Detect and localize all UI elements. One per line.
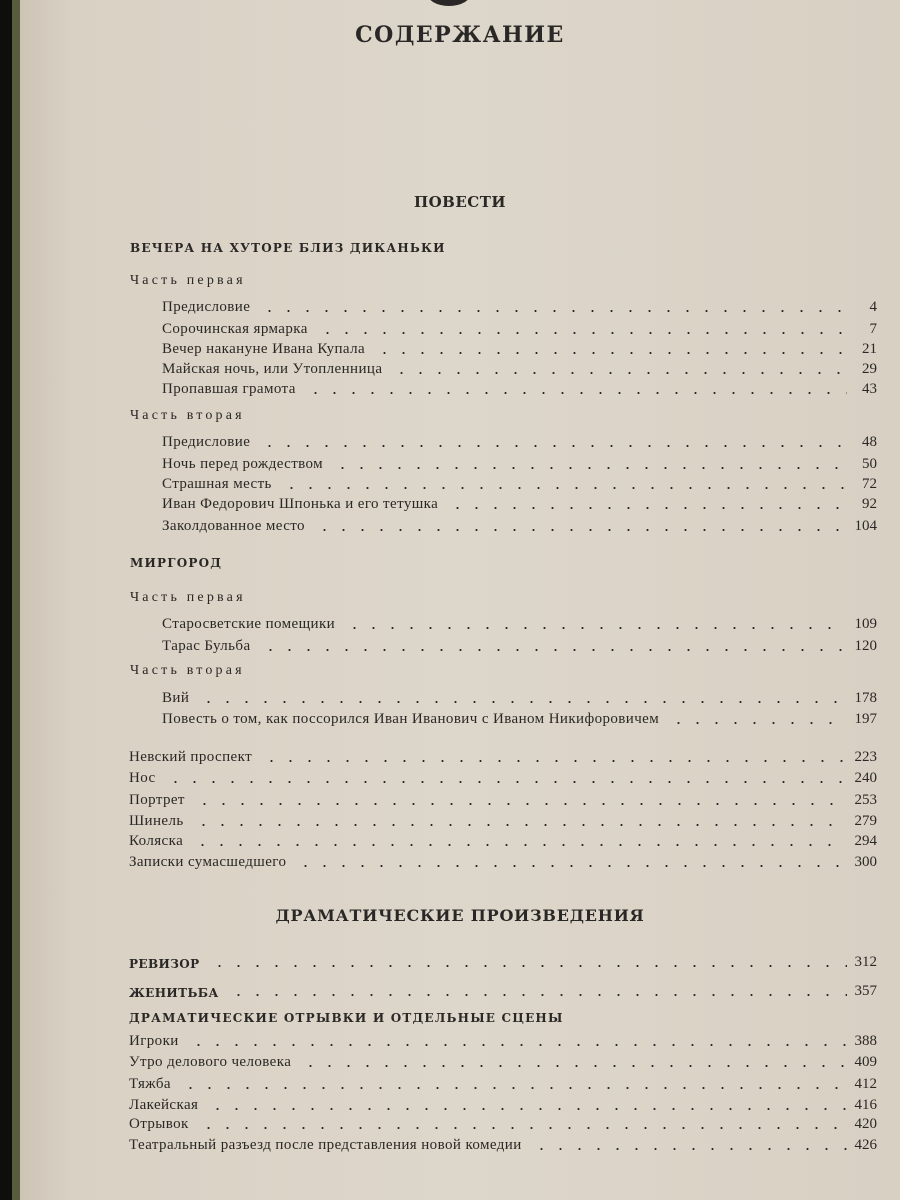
page-title: СОДЕРЖАНИЕ — [355, 22, 565, 48]
toc-entry: Нос 240 — [129, 770, 877, 786]
toc-entry: Повесть о том, как поссорился Иван Иванович с Иваном Никифоровичем 197 — [162, 711, 877, 727]
section-heading-povesti: ПОВЕСТИ — [413, 193, 507, 211]
part-title: Часть первая — [130, 590, 246, 605]
toc-entry: Предисловие 4 — [162, 299, 877, 315]
toc-entry: Вий 178 — [162, 690, 877, 706]
group-title-dikanka: ВЕЧЕРА НА ХУТОРЕ БЛИЗ ДИКАНЬКИ — [130, 241, 446, 255]
toc-entry: Майская ночь, или Утопленница 29 — [162, 361, 877, 377]
contents-page — [20, 0, 900, 1200]
part-title: Часть первая — [130, 273, 246, 288]
toc-entry: Невский проспект 223 — [129, 749, 877, 765]
toc-entry: Старосветские помещики 109 — [162, 616, 877, 632]
toc-entry: Отрывок 420 — [129, 1116, 877, 1132]
toc-entry: Лакейская 416 — [129, 1097, 877, 1113]
section-heading-drama: ДРАМАТИЧЕСКИЕ ПРОИЗВЕДЕНИЯ — [275, 906, 645, 925]
toc-entry: Ночь перед рождеством 50 — [162, 456, 877, 472]
ornament-mark — [427, 0, 471, 6]
group-title-mirgorod: МИРГОРОД — [130, 556, 223, 570]
toc-entry: Утро делового человека 409 — [129, 1054, 877, 1070]
toc-entry: Записки сумасшедшего 300 — [129, 854, 877, 870]
toc-entry: Портрет 253 — [129, 792, 877, 808]
toc-entry: ЖЕНИТЬБА 357 — [129, 983, 877, 1000]
toc-entry: Театральный разъезд после представления новой комедии 426 — [129, 1137, 877, 1153]
part-title: Часть вторая — [130, 408, 245, 423]
toc-entry: Сорочинская ярмарка 7 — [162, 321, 877, 337]
toc-entry: Шинель 279 — [129, 813, 877, 829]
toc-entry: Коляска 294 — [129, 833, 877, 849]
toc-entry: Игроки 388 — [129, 1033, 877, 1049]
toc-entry: Пропавшая грамота 43 — [162, 381, 877, 397]
toc-entry: Вечер накануне Ивана Купала 21 — [162, 341, 877, 357]
toc-entry: Тяжба 412 — [129, 1076, 877, 1092]
book-binding — [12, 0, 20, 1200]
toc-entry: Тарас Бульба 120 — [162, 638, 877, 654]
toc-entry: Иван Федорович Шпонька и его тетушка 92 — [162, 496, 877, 512]
group-title-fragments: ДРАМАТИЧЕСКИЕ ОТРЫВКИ И ОТДЕЛЬНЫЕ СЦЕНЫ — [129, 1011, 564, 1025]
book-edge — [0, 0, 12, 1200]
toc-entry: Заколдованное место 104 — [162, 518, 877, 534]
toc-entry: РЕВИЗОР 312 — [129, 954, 877, 971]
part-title: Часть вторая — [130, 663, 245, 678]
toc-entry: Предисловие 48 — [162, 434, 877, 450]
toc-entry: Страшная месть 72 — [162, 476, 877, 492]
